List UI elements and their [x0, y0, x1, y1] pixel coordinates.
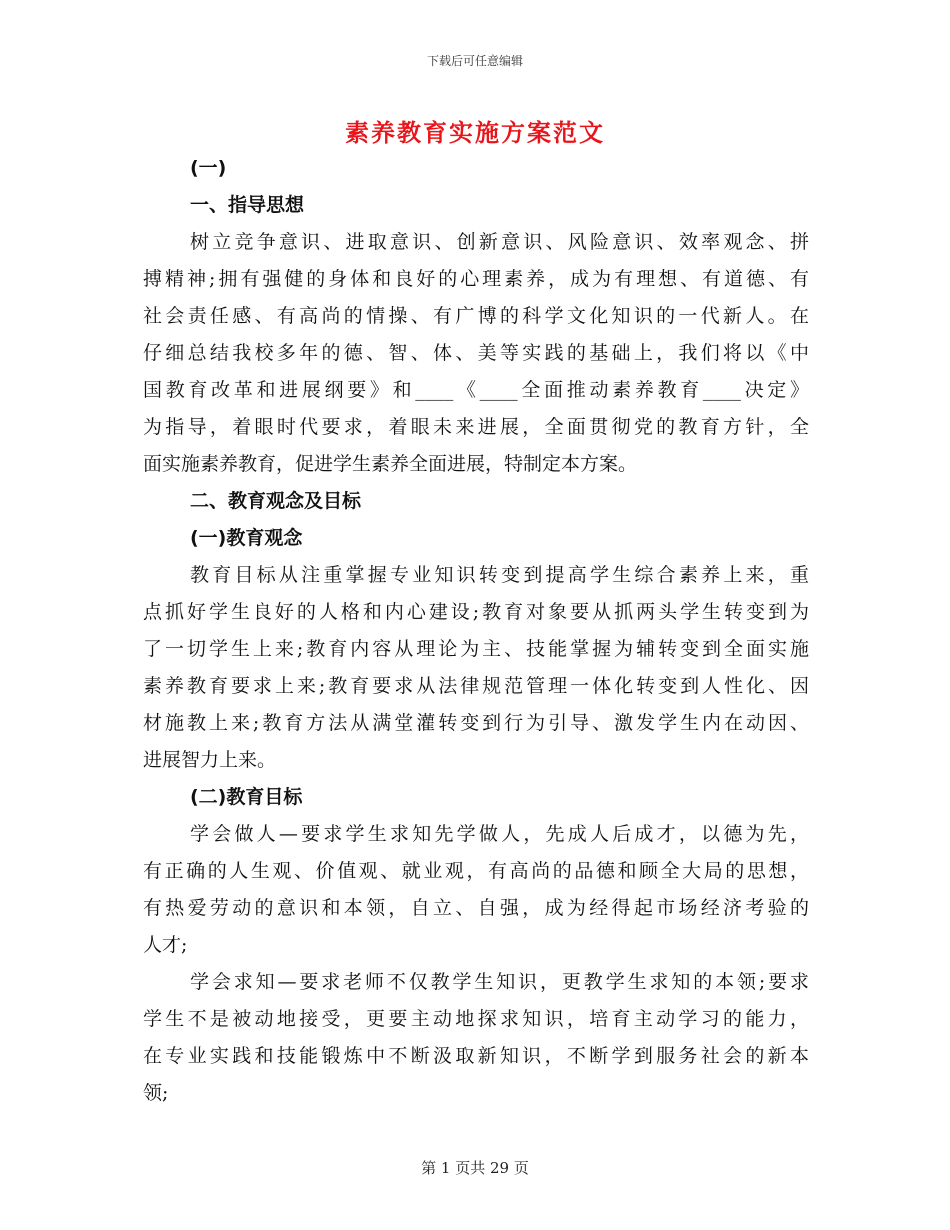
paragraph-line: 树立竞争意识、进取意识、创新意识、风险意识、效率观念、拼: [190, 231, 809, 253]
paragraph-line: 点抓好学生良好的人格和内心建设;教育对象要从抓两头学生转变到为: [143, 601, 809, 623]
paragraph-line: 了一切学生上来;教育内容从理论为主、技能掌握为辅转变到全面实施: [143, 638, 809, 660]
paragraph-line: 有热爱劳动的意识和本领，自立、自强，成为经得起市场经济考验的: [143, 897, 809, 919]
section-marker: (一): [190, 157, 227, 179]
paragraph-line: 在专业实践和技能锻炼中不断汲取新知识，不断学到服务社会的新本: [143, 1045, 809, 1067]
paragraph-line: 领;: [143, 1082, 169, 1104]
paragraph-line: 学会求知—要求老师不仅教学生知识，更教学生求知的本领;要求: [190, 971, 809, 993]
page-footer: 第 1 页共 29 页: [421, 1159, 529, 1177]
section-heading-concepts-goals: 二、教育观念及目标: [190, 490, 362, 512]
paragraph-line: 社会责任感、有高尚的情操、有广博的科学文化知识的一代新人。在: [143, 305, 809, 327]
paragraph-line: 为指导，着眼时代要求，着眼未来进展，全面贯彻党的教育方针，全: [143, 416, 809, 438]
paragraph-line: 素养教育要求上来;教育要求从法律规范管理一体化转变到人性化、因: [143, 675, 809, 697]
subsection-heading-concepts: (一)教育观念: [190, 527, 303, 549]
paragraph-line: 国教育改革和进展纲要》和____《____全面推动素养教育____决定》: [143, 379, 809, 401]
section-heading-guiding-thought: 一、指导思想: [190, 194, 305, 216]
paragraph-line: 进展智力上来。: [143, 749, 277, 771]
paragraph-line: 材施教上来;教育方法从满堂灌转变到行为引导、激发学生内在动因、: [143, 712, 809, 734]
paragraph-line: 教育目标从注重掌握专业知识转变到提高学生综合素养上来，重: [190, 564, 809, 586]
subsection-heading-goals: (二)教育目标: [190, 786, 303, 808]
paragraph-line: 有正确的人生观、价值观、就业观，有高尚的品德和顾全大局的思想，: [143, 860, 809, 882]
paragraph-line: 搏精神;拥有强健的身体和良好的心理素养，成为有理想、有道德、有: [143, 268, 809, 290]
paragraph-line: 人才;: [143, 934, 188, 956]
paragraph-line: 仔细总结我校多年的德、智、体、美等实践的基础上，我们将以《中: [143, 342, 809, 364]
paragraph-line: 学生不是被动地接受，更要主动地探求知识，培育主动学习的能力，: [143, 1008, 809, 1030]
paragraph-line: 学会做人—要求学生求知先学做人，先成人后成才，以德为先，: [190, 823, 809, 845]
paragraph-line: 面实施素养教育，促进学生素养全面进展，特制定本方案。: [143, 453, 638, 475]
document-title: 素养教育实施方案范文: [345, 118, 605, 147]
header-note: 下载后可任意编辑: [426, 54, 523, 68]
document-body: [143, 150, 809, 1112]
